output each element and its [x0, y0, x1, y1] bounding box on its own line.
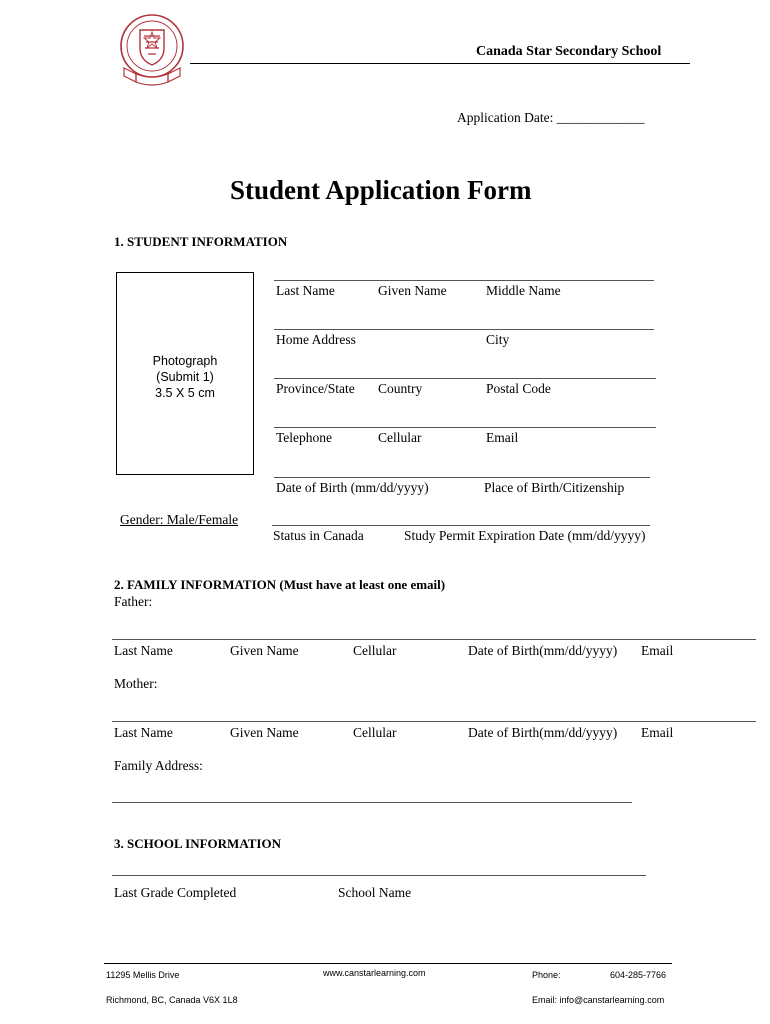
province-state-label: Province/State: [276, 381, 355, 396]
telephone-label: Telephone: [276, 430, 333, 445]
middle-name-label: Middle Name: [486, 283, 561, 298]
school-name-label: School Name: [338, 885, 412, 900]
section-school-heading: 3. SCHOOL INFORMATION: [114, 836, 281, 851]
footer-rule: [104, 963, 672, 964]
mother-cellular-label: Cellular: [353, 725, 397, 740]
mother-input-line[interactable]: [112, 721, 756, 722]
study-permit-label: Study Permit Expiration Date (mm/dd/yyyy): [404, 528, 646, 543]
school-input-line[interactable]: [112, 875, 646, 876]
footer-website[interactable]: www.canstarlearning.com: [323, 968, 426, 978]
cellular-label: Cellular: [378, 430, 422, 445]
section-student-heading: 1. STUDENT INFORMATION: [114, 234, 288, 249]
gender-field[interactable]: Gender: Male/Female: [120, 512, 239, 527]
section-family-heading: 2. FAMILY INFORMATION (Must have at least one email): [114, 577, 446, 592]
birth-input-line[interactable]: [274, 477, 650, 478]
father-input-line[interactable]: [112, 639, 756, 640]
family-address-input-line[interactable]: [112, 802, 632, 803]
status-in-canada-label: Status in Canada: [273, 528, 364, 543]
mother-label: Mother:: [114, 676, 158, 691]
father-given-name-label: Given Name: [230, 643, 299, 658]
email-label: Email: [486, 430, 519, 445]
mother-given-name-label: Given Name: [230, 725, 299, 740]
name-input-line[interactable]: [274, 280, 654, 281]
family-address-label: Family Address:: [114, 758, 203, 773]
home-address-label: Home Address: [276, 332, 356, 347]
mother-email-label: Email: [641, 725, 674, 740]
father-label: Father:: [114, 594, 153, 609]
postal-code-label: Postal Code: [486, 381, 551, 396]
header-rule: [190, 63, 690, 64]
school-name: Canada Star Secondary School: [476, 44, 662, 59]
photo-label: Photograph: [152, 354, 218, 368]
mother-last-name-label: Last Name: [114, 725, 173, 740]
footer-phone-number: 604-285-7766: [610, 970, 667, 980]
father-dob-label: Date of Birth(mm/dd/yyyy): [468, 643, 618, 658]
address-input-line[interactable]: [274, 329, 654, 330]
photo-submit-note: (Submit 1): [156, 370, 214, 384]
father-last-name-label: Last Name: [114, 643, 173, 658]
given-name-label: Given Name: [378, 283, 447, 298]
telephone-input-line[interactable]: [274, 427, 656, 428]
father-email-label: Email: [641, 643, 674, 658]
last-grade-completed-label: Last Grade Completed: [114, 885, 237, 900]
footer-email[interactable]: Email: info@canstarlearning.com: [532, 995, 665, 1005]
photo-placeholder-box[interactable]: [116, 272, 254, 475]
last-name-label: Last Name: [276, 283, 335, 298]
page-title: Student Application Form: [230, 175, 532, 205]
date-of-birth-label: Date of Birth (mm/dd/yyyy): [276, 480, 429, 495]
footer-phone-label: Phone:: [532, 970, 561, 980]
application-date-field[interactable]: Application Date: _____________: [457, 110, 645, 125]
city-label: City: [486, 332, 510, 347]
country-label: Country: [378, 381, 423, 396]
mother-dob-label: Date of Birth(mm/dd/yyyy): [468, 725, 618, 740]
father-cellular-label: Cellular: [353, 643, 397, 658]
province-input-line[interactable]: [274, 378, 656, 379]
school-crest-logo: [112, 10, 192, 88]
photo-size-note: 3.5 X 5 cm: [155, 386, 215, 400]
status-input-line[interactable]: [272, 525, 650, 526]
footer-address-line1: 11295 Mellis Drive: [106, 970, 180, 980]
footer-address-line2: Richmond, BC, Canada V6X 1L8: [106, 995, 238, 1005]
place-of-birth-label: Place of Birth/Citizenship: [484, 480, 625, 495]
